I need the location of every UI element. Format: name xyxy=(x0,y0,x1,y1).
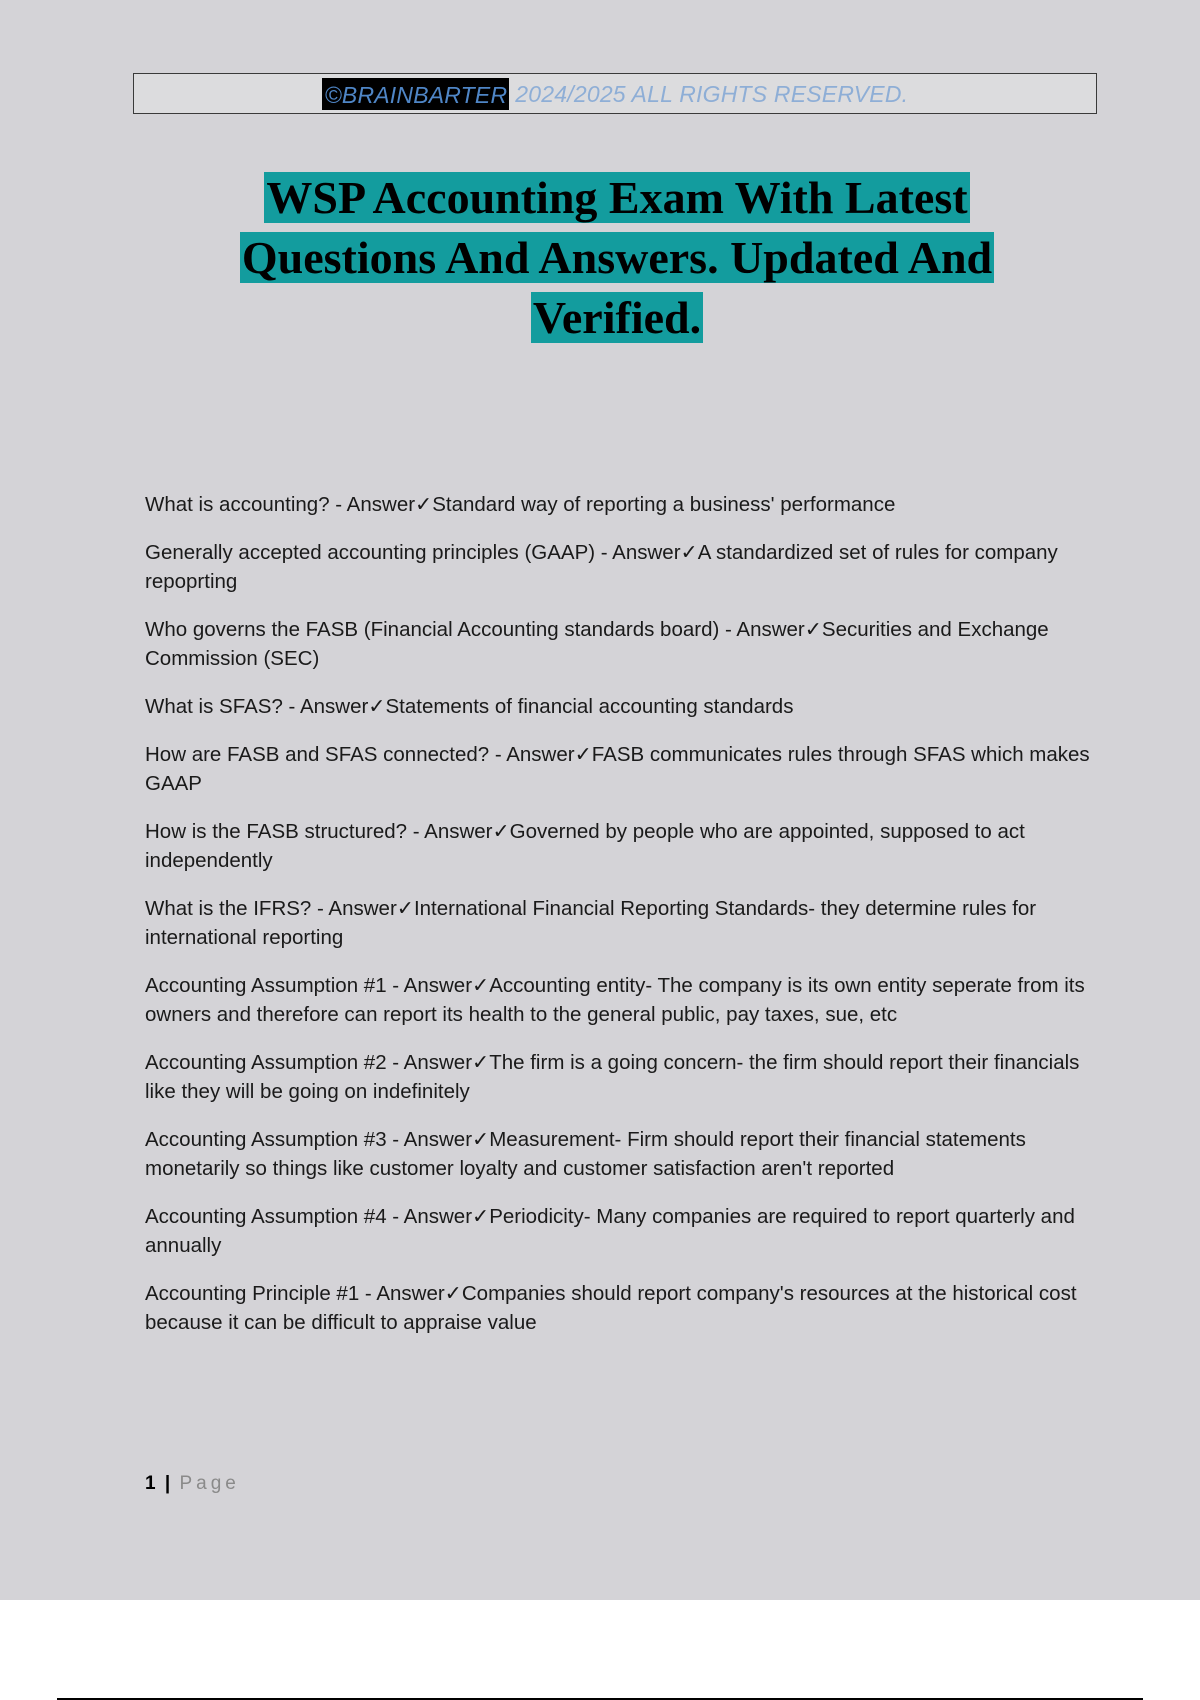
page-label: Page xyxy=(179,1473,240,1494)
qa-item: Accounting Assumption #3 - Answer✓Measurement- Firm should report their financial statements monetarily so things like customer loyalty and customer satisfaction aren't reported xyxy=(145,1128,1026,1180)
page-footer xyxy=(145,1473,240,1495)
document-title xyxy=(120,168,1114,348)
title-line-2: Questions And Answers. Updated And xyxy=(241,232,993,283)
page-number: 1 xyxy=(145,1473,156,1494)
qa-item: What is SFAS? - Answer✓Statements of financial accounting standards xyxy=(145,695,794,718)
rights-reserved-text: 2024/2025 ALL RIGHTS RESERVED. xyxy=(515,80,909,107)
qa-item: What is accounting? - Answer✓Standard way of reporting a business' performance xyxy=(145,493,896,516)
qa-item: Accounting Principle #1 - Answer✓Companies should report company's resources at the historical cost because it can be difficult to appraise value xyxy=(145,1282,1077,1334)
copyright-header xyxy=(133,73,1097,114)
qa-item: How are FASB and SFAS connected? - Answer✓FASB communicates rules through SFAS which makes GAAP xyxy=(145,743,1090,795)
qa-item: Accounting Assumption #1 - Answer✓Accounting entity- The company is its own entity seperate from its owners and therefore can report its health to the general public, pay taxes, sue, etc xyxy=(145,974,1085,1026)
qa-list xyxy=(145,490,1095,1356)
footer-separator: | xyxy=(164,1473,171,1494)
qa-item: What is the IFRS? - Answer✓International Financial Reporting Standards- they determine rules for international reporting xyxy=(145,897,1037,949)
qa-item: Accounting Assumption #4 - Answer✓Periodicity- Many companies are required to report quarterly and annually xyxy=(145,1205,1075,1257)
qa-item: Generally accepted accounting principles (GAAP) - Answer✓A standardized set of rules for company repoprting xyxy=(145,541,1058,593)
qa-item: Who governs the FASB (Financial Accounting standards board) - Answer✓Securities and Exchange Commission (SEC) xyxy=(145,618,1049,670)
title-line-1: WSP Accounting Exam With Latest xyxy=(266,172,968,223)
qa-item: How is the FASB structured? - Answer✓Governed by people who are appointed, supposed to act independently xyxy=(145,820,1025,872)
brand-label: ©BRAINBARTER xyxy=(322,78,510,110)
title-line-3: Verified. xyxy=(532,292,702,343)
qa-item: Accounting Assumption #2 - Answer✓The firm is a going concern- the firm should report their financials like they will be going on indefinitely xyxy=(145,1051,1080,1103)
